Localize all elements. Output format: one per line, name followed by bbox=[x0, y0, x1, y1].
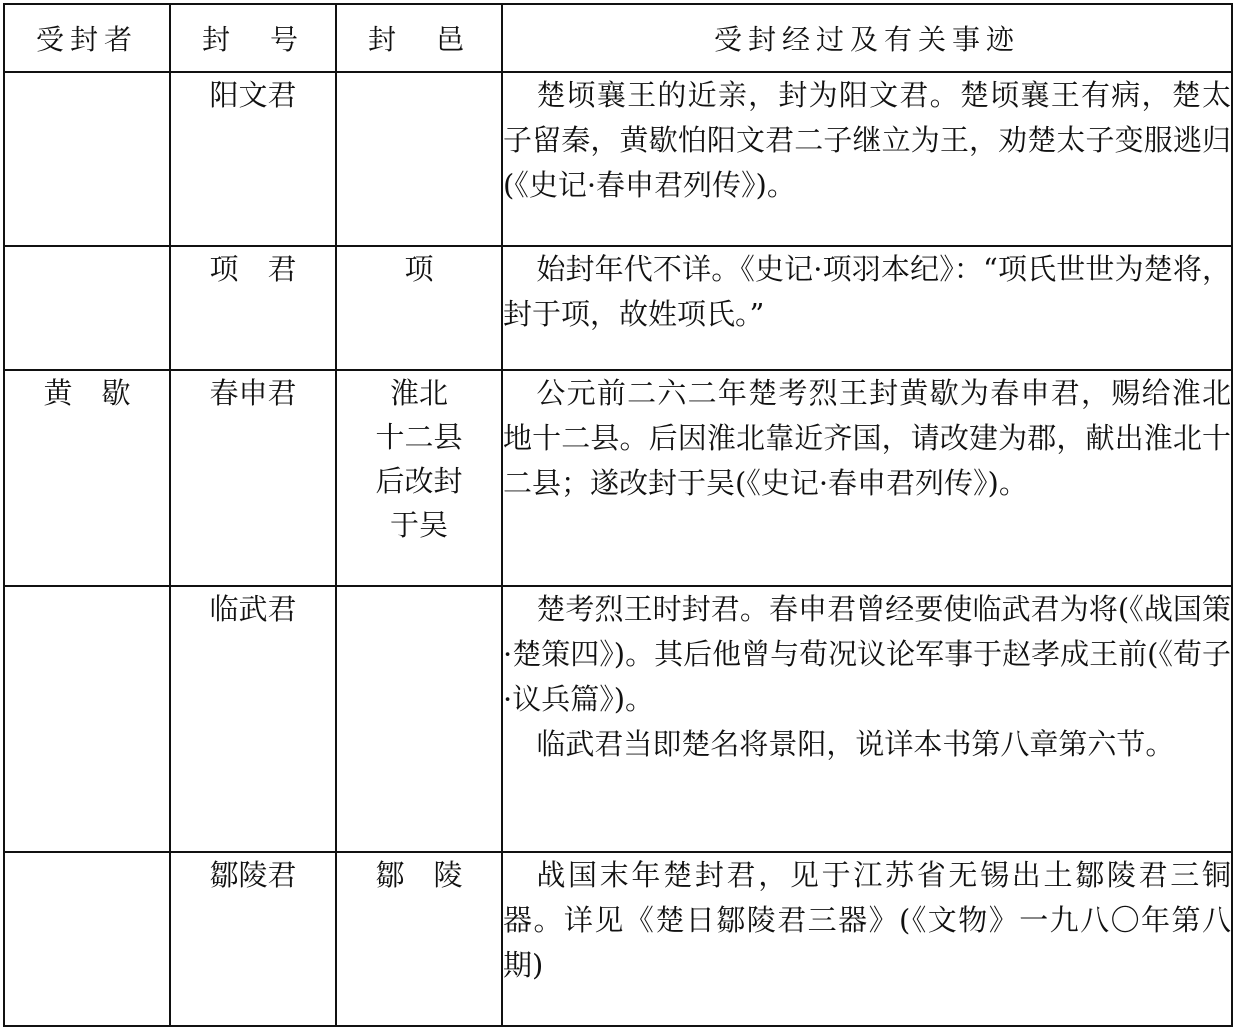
fief-cell bbox=[336, 72, 502, 246]
recipient-cell bbox=[4, 72, 170, 246]
title-cell: 鄒陵君 bbox=[170, 852, 336, 1026]
header-title: 封 号 bbox=[170, 4, 336, 72]
title-cell: 春申君 bbox=[170, 370, 336, 586]
fief-cell: 鄒 陵 bbox=[336, 852, 502, 1026]
description-paragraph: 战国末年楚封君，见于江苏省无锡出土鄒陵君三铜器。详见《楚日鄒陵君三器》(《文物》一九八〇年第八期) bbox=[503, 858, 1231, 982]
fief-line: 于吴 bbox=[389, 508, 448, 542]
description-cell bbox=[502, 586, 1232, 852]
description-cell bbox=[502, 852, 1232, 1026]
fief-cell: 项 bbox=[336, 246, 502, 370]
fief-line: 十二县 bbox=[375, 420, 463, 454]
table-row bbox=[4, 72, 1232, 246]
table-row bbox=[4, 246, 1232, 370]
fief-cell bbox=[336, 586, 502, 852]
description-paragraph: 公元前二六二年楚考烈王封黄歇为春申君，赐给淮北地十二县。后因淮北靠近齐国，请改建为郡，献出淮北十二县；遂改封于吴(《史记·春申君列传》)。 bbox=[503, 376, 1231, 500]
recipient-cell bbox=[4, 246, 170, 370]
header-recipient: 受封者 bbox=[4, 4, 170, 72]
recipient-cell bbox=[4, 586, 170, 852]
fief-cell bbox=[336, 370, 502, 586]
table-row bbox=[4, 370, 1232, 586]
description-cell bbox=[502, 72, 1232, 246]
header-description: 受封经过及有关事迹 bbox=[502, 4, 1232, 72]
fief-line: 淮北 bbox=[389, 376, 448, 410]
description-paragraph: 楚考烈王时封君。春申君曾经要使临武君为将(《战国策·楚策四》)。其后他曾与荀况议论军事于赵孝成王前(《荀子·议兵篇》)。 bbox=[503, 592, 1231, 716]
table-row bbox=[4, 852, 1232, 1026]
title-cell: 临武君 bbox=[170, 586, 336, 852]
header-row bbox=[4, 4, 1232, 72]
recipient-cell bbox=[4, 852, 170, 1026]
description-cell bbox=[502, 246, 1232, 370]
fief-table bbox=[3, 3, 1233, 1027]
header-fief: 封 邑 bbox=[336, 4, 502, 72]
description-paragraph: 楚顷襄王的近亲，封为阳文君。楚顷襄王有病，楚太子留秦，黄歇怕阳文君二子继立为王，劝楚太子变服逃归(《史记·春申君列传》)。 bbox=[503, 78, 1231, 202]
table-row bbox=[4, 586, 1232, 852]
title-cell: 项 君 bbox=[170, 246, 336, 370]
title-cell: 阳文君 bbox=[170, 72, 336, 246]
description-paragraph: 临武君当即楚名将景阳，说详本书第八章第六节。 bbox=[536, 727, 1175, 761]
fief-line: 后改封 bbox=[375, 464, 463, 498]
description-cell bbox=[502, 370, 1232, 586]
recipient-cell: 黄 歇 bbox=[4, 370, 170, 586]
description-paragraph: 始封年代不详。《史记·项羽本纪》：“项氏世世为楚将，封于项，故姓项氏。” bbox=[503, 252, 1231, 331]
